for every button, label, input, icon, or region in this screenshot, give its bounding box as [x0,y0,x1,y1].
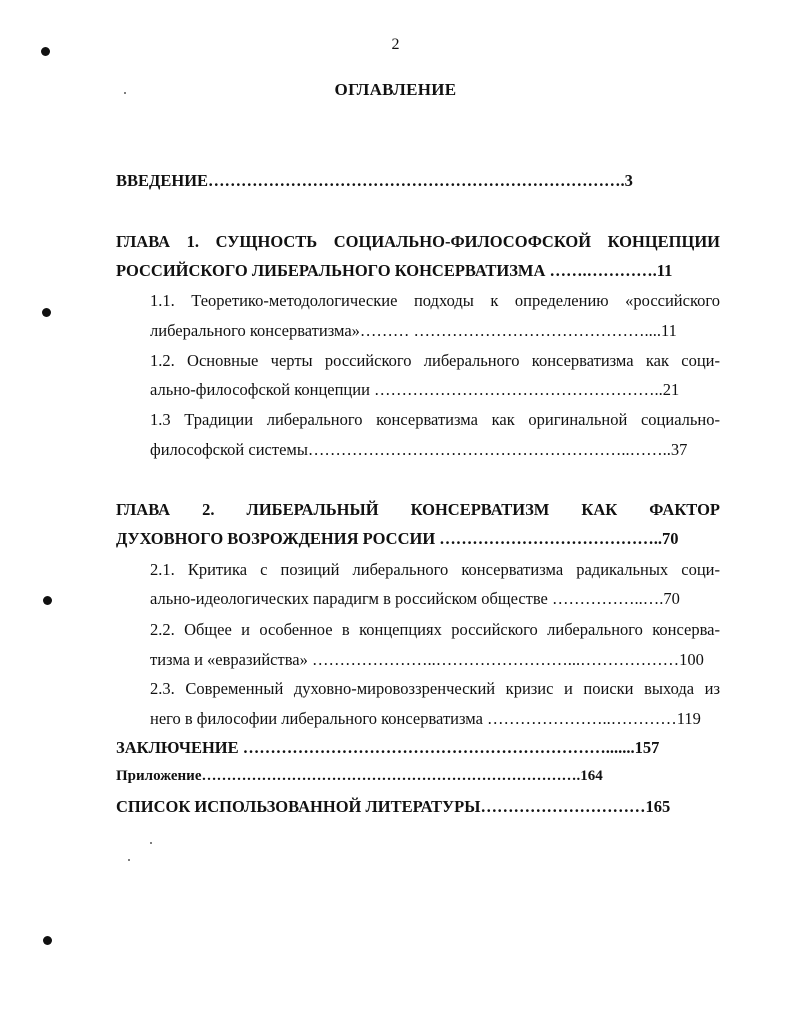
toc-entry-section-1-3: философской системы…………………………………………………..……..37 [150,440,688,459]
toc-entry-section-2-1: ально-идеологических парадигм в российском обществе ……………..….70 [150,589,680,608]
binder-hole [43,596,52,605]
toc-entry-section-1-3: 1.3 Традиции либерального консерватизма как оригинальной социально- [150,410,720,429]
binder-hole [43,936,52,945]
toc-entry-chapter-1: ГЛАВА 1. СУЩНОСТЬ СОЦИАЛЬНО-ФИЛОСОФСКОЙ КОНЦЕПЦИИ [116,232,720,251]
toc-entry-bibliography: СПИСОК ИСПОЛЬЗОВАННОЙ ЛИТЕРАТУРЫ…………………………165 [116,797,671,816]
toc-entry-section-1-2: 1.2. Основные черты российского либерального консерватизма как соци- [150,351,720,370]
toc-entry-section-1-1: 1.1. Теоретико-методологические подходы к определению «российского [150,291,720,310]
toc-entry-section-2-3: него в философии либерального консерватизма …………………..…………119 [150,709,701,728]
toc-entry-section-1-2: ально-философской концепции ……………………………………………..21 [150,380,680,399]
toc-entry-appendix: Приложение………………………………………………………………….164 [116,768,603,784]
toc-entry-section-2-1: 2.1. Критика с позиций либерального консерватизма радикальных соци- [150,560,720,579]
toc-entry-section-2-2: 2.2. Общее и особенное в концепциях российского либерального консерва- [150,620,720,639]
toc-entry-section-2-3: 2.3. Современный духовно-мировоззренческий кризис и поиски выхода из [150,679,720,698]
binder-hole [42,308,51,317]
scan-speck [150,842,152,844]
toc-entry-conclusion: ЗАКЛЮЧЕНИЕ ………………………………………………………….......157 [116,738,660,757]
toc-entry-section-1-1: либерального консерватизма»……… ……………………………………....11 [150,321,677,340]
scan-speck [128,859,130,861]
toc-entry-chapter-2: ГЛАВА 2. ЛИБЕРАЛЬНЫЙ КОНСЕРВАТИЗМ КАК ФАКТОР [116,500,720,519]
toc-entry-intro: ВВЕДЕНИЕ………………………………………………………………….3 [116,171,633,190]
toc-entry-chapter-2: ДУХОВНОГО ВОЗРОЖДЕНИЯ РОССИИ …………………………………..70 [116,529,679,548]
toc-entry-chapter-1: РОССИЙСКОГО ЛИБЕРАЛЬНОГО КОНСЕРВАТИЗМА …….………….11 [116,261,673,280]
toc-entry-section-2-2: тизма и «евразийства» …………………..……………………...………………100 [150,650,704,669]
page-title: ОГЛАВЛЕНИЕ [334,80,457,99]
page-number: 2 [391,36,400,53]
